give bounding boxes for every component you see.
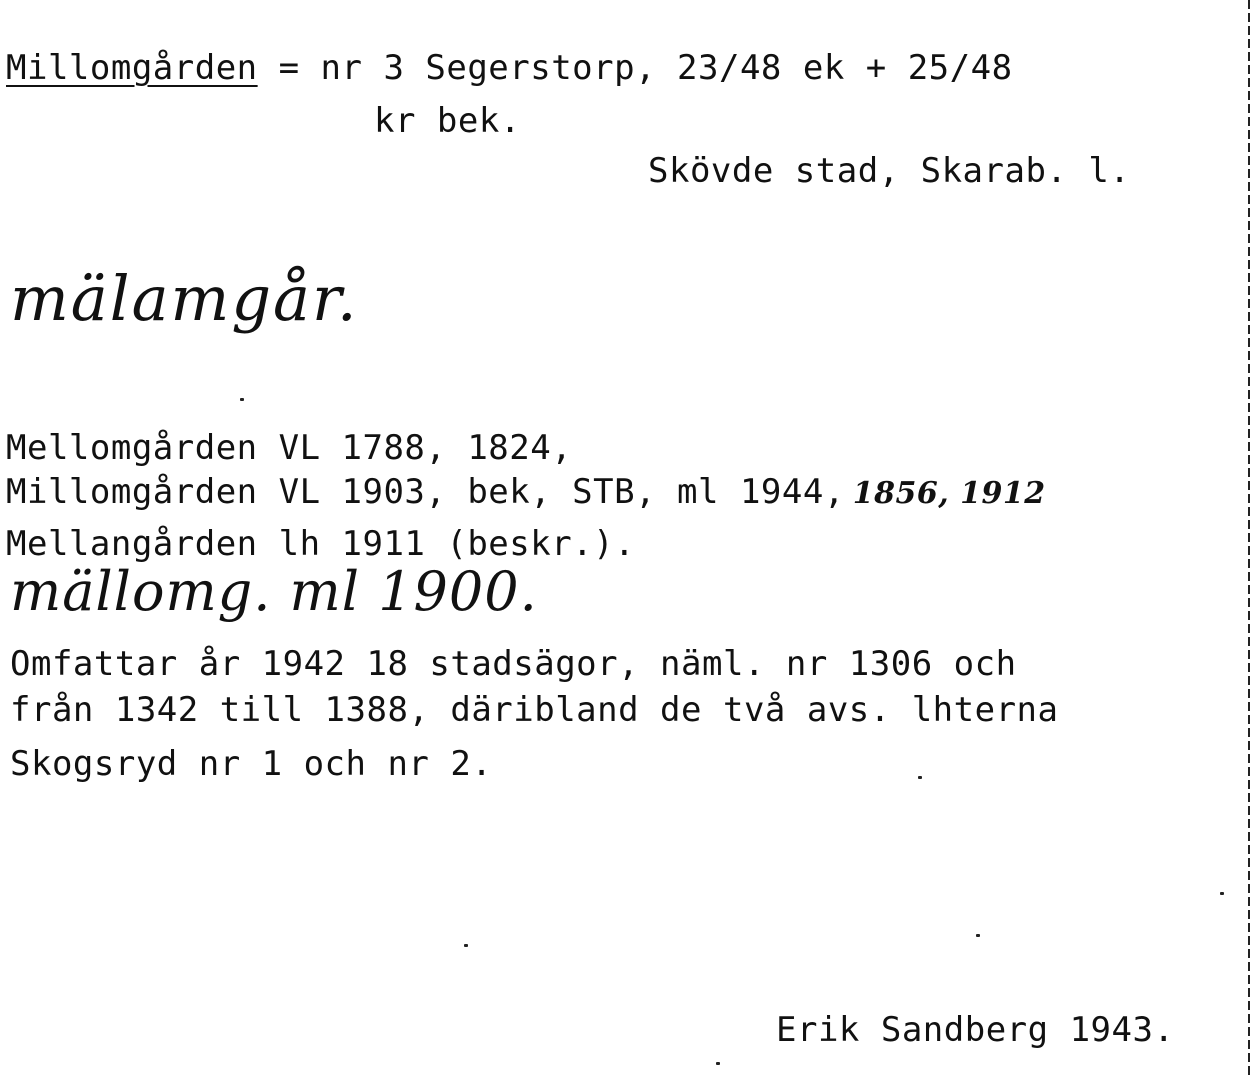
source-line-2-handwritten: 1856, 1912	[852, 476, 1046, 511]
ink-speck	[240, 398, 244, 401]
heading-line-1	[6, 48, 1013, 88]
heading-description: = nr 3 Segerstorp, 23/48 ek + 25/48	[257, 48, 1013, 88]
handwritten-pronunciation: mälamgår.	[10, 262, 359, 335]
ink-speck	[464, 944, 468, 947]
handwritten-line: mällomg. ml 1900.	[10, 560, 538, 623]
heading-line-2: kr bek.	[374, 101, 521, 141]
ink-speck	[716, 1062, 720, 1065]
ink-speck	[976, 934, 980, 937]
heading-place-name: Millomgården	[6, 48, 258, 88]
description-line-2: från 1342 till 1388, däribland de två avs. lhterna	[10, 690, 1059, 730]
source-line-2	[6, 472, 1046, 514]
description-line-1: Omfattar år 1942 18 stadsägor, näml. nr 1306 och	[10, 644, 1017, 684]
card-right-edge	[1248, 0, 1250, 1077]
source-line-3: Mellangården lh 1911 (beskr.).	[6, 524, 636, 564]
source-line-2-text: Millomgården VL 1903, bek, STB, ml 1944,	[6, 472, 845, 512]
signature: Erik Sandberg 1943.	[776, 1010, 1175, 1050]
ink-speck	[918, 776, 922, 779]
source-line-1: Mellomgården VL 1788, 1824,	[6, 428, 573, 468]
ink-speck	[1220, 892, 1224, 895]
description-line-3: Skogsryd nr 1 och nr 2.	[10, 744, 493, 784]
location-line: Skövde stad, Skarab. l.	[648, 151, 1131, 191]
